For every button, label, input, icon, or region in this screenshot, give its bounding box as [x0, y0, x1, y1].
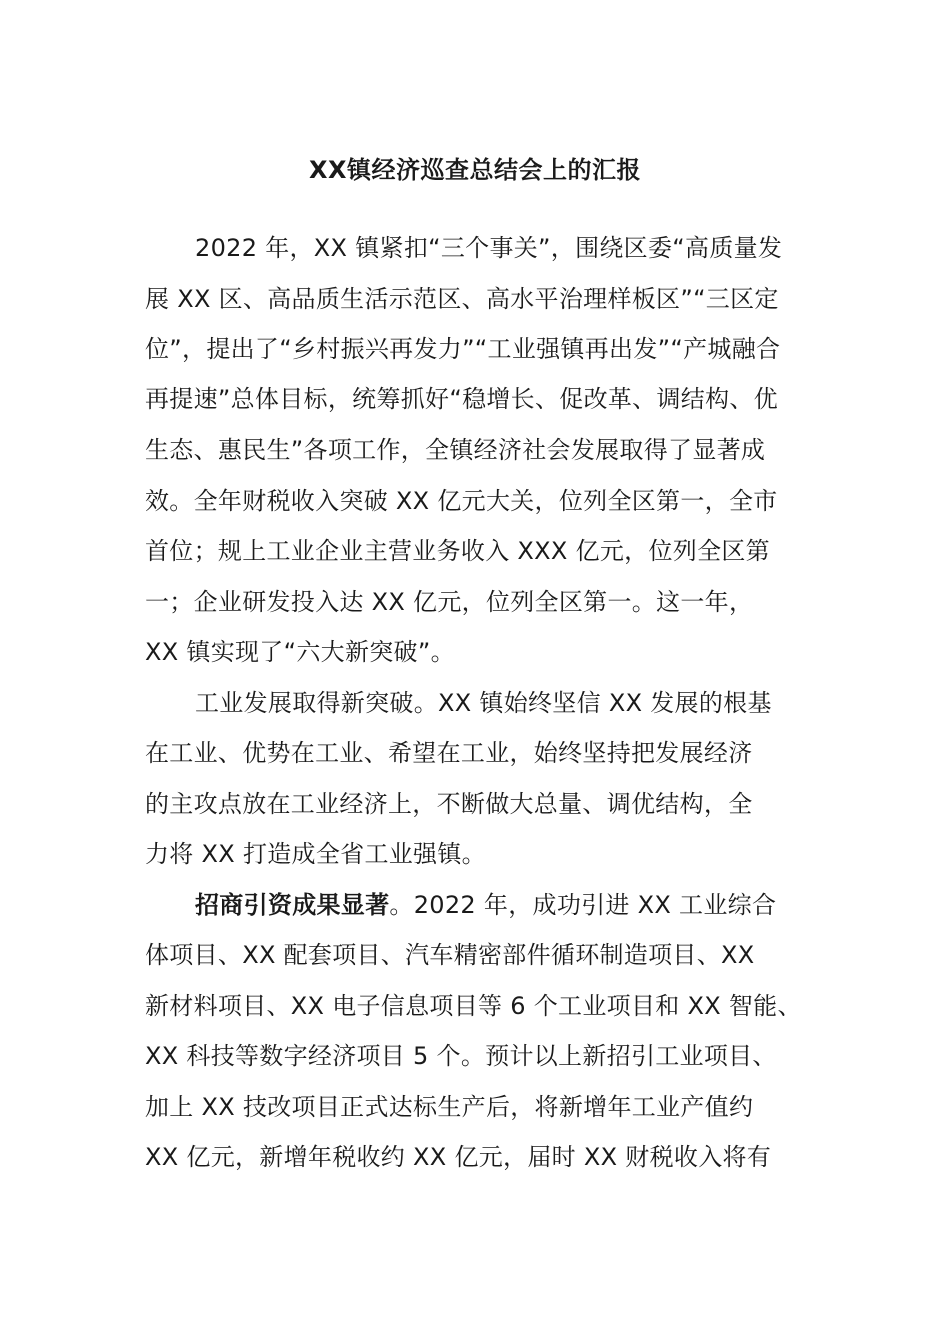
paragraph-line: 首位；规上工业企业主营业务收入 XXX 亿元，位列全区第	[145, 537, 770, 565]
paragraph-line: XX 科技等数字经济项目 5 个。预计以上新招引工业项目、	[145, 1042, 777, 1070]
paragraph-line: 再提速”总体目标，统筹抓好“稳增长、促改革、调结构、优	[145, 385, 778, 413]
paragraph-line: 展 XX 区、高品质生活示范区、高水平治理样板区”“三区定	[145, 285, 779, 313]
paragraph-line: 的主攻点放在工业经济上，不断做大总量、调优结构，全	[145, 790, 753, 818]
paragraph-line: 加上 XX 技改项目正式达标生产后，将新增年工业产值约	[145, 1093, 754, 1121]
paragraph-text: 。2022 年，成功引进 XX 工业综合	[389, 891, 777, 919]
paragraph-line: 一；企业研发投入达 XX 亿元，位列全区第一。这一年，	[145, 588, 754, 616]
paragraph-line: 位”，提出了“乡村振兴再发力”“工业强镇再出发”“产城融合	[145, 335, 781, 363]
document-title: XX镇经济巡查总结会上的汇报	[308, 156, 641, 184]
paragraph-line: 效。全年财税收入突破 XX 亿元大关，位列全区第一，全市	[145, 487, 778, 515]
paragraph-line: 新材料项目、XX 电子信息项目等 6 个工业项目和 XX 智能、	[145, 992, 802, 1020]
paragraph-line: XX 亿元，新增年税收约 XX 亿元，届时 XX 财税收入将有	[145, 1143, 772, 1171]
paragraph-line: XX 镇实现了“六大新突破”。	[145, 638, 455, 666]
bold-heading: 招商引资成果显著	[195, 891, 390, 919]
paragraph-line	[195, 888, 776, 922]
paragraph-line: 体项目、XX 配套项目、汽车精密部件循环制造项目、XX	[145, 941, 755, 969]
paragraph-line: 工业发展取得新突破。XX 镇始终坚信 XX 发展的根基	[195, 689, 772, 717]
paragraph-line: 在工业、优势在工业、希望在工业，始终坚持把发展经济	[145, 739, 753, 767]
paragraph-line: 力将 XX 打造成全省工业强镇。	[145, 840, 486, 868]
paragraph-line: 生态、惠民生”各项工作，全镇经济社会发展取得了显著成	[145, 436, 766, 464]
paragraph-line: 2022 年，XX 镇紧扣“三个事关”，围绕区委“高质量发	[195, 234, 783, 262]
